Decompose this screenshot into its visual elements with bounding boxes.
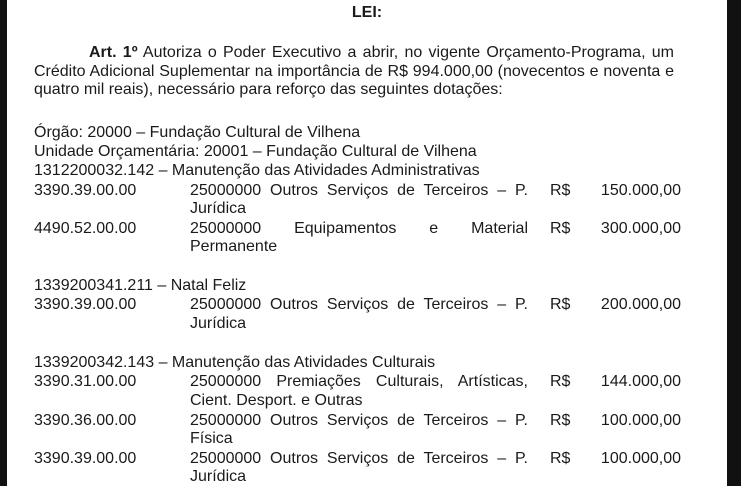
item-value: 100.000,00 [600,450,681,467]
item-description: 25000000 Outros Serviços de Terceiros – P. [190,296,528,313]
item-description-cont: Física [190,430,233,447]
item-description: 25000000 Outros Serviços de Terceiros – P. [190,412,528,429]
article-label: Art. 1º [89,44,138,61]
item-description: 25000000 Outros Serviços de Terceiros – P. [190,450,528,467]
item-description: 25000000 Equipamentos e Material [190,220,528,237]
item-currency: R$ [550,373,571,390]
unidade-line: Unidade Orçamentária: 20001 – Fundação Cultural de Vilhena [34,143,477,160]
item-code: 3390.39.00.00 [34,182,137,199]
item-currency: R$ [550,412,571,429]
item-value: 300.000,00 [600,220,681,237]
item-currency: R$ [550,296,571,313]
item-description-cont: Cient. Desport. e Outras [190,392,363,409]
item-description-cont: Jurídica [190,468,247,485]
item-currency: R$ [550,220,571,237]
item-description-cont: Jurídica [190,315,247,332]
item-currency: R$ [550,182,571,199]
scan-border-left [0,0,7,486]
orgao-line: Órgão: 20000 – Fundação Cultural de Vilhena [34,124,361,141]
item-description: 25000000 Outros Serviços de Terceiros – P. [190,182,528,199]
item-code: 4490.52.00.00 [34,220,137,237]
law-heading: LEI: [351,4,383,21]
item-description-cont: Jurídica [190,200,247,217]
program-title: 1339200342.143 – Manutenção das Atividades Culturais [34,354,436,371]
item-value: 200.000,00 [600,296,681,313]
item-value: 150.000,00 [600,182,681,199]
article-paragraph [34,44,674,100]
article-text: Autoriza o Poder Executivo a abrir, no vigente Orçamento-Programa, um Crédito Adicional Suplementar na importância de R$ 994.000,00 (novecentos e noventa e quatro mil reais), necessário para reforço das seguintes dotações: [34,44,674,98]
item-description: 25000000 Premiações Culturais, Artísticas, [190,373,528,390]
item-value: 100.000,00 [600,412,681,429]
document-page [7,0,727,486]
item-code: 3390.31.00.00 [34,373,137,390]
item-code: 3390.39.00.00 [34,450,137,467]
scan-border-right [727,0,741,486]
item-currency: R$ [550,450,571,467]
program-title: 1312200032.142 – Manutenção das Atividades Administrativas [34,162,480,179]
item-description-cont: Permanente [190,238,278,255]
item-code: 3390.36.00.00 [34,412,137,429]
program-title: 1339200341.211 – Natal Feliz [34,277,247,294]
item-code: 3390.39.00.00 [34,296,137,313]
item-value: 144.000,00 [600,373,681,390]
